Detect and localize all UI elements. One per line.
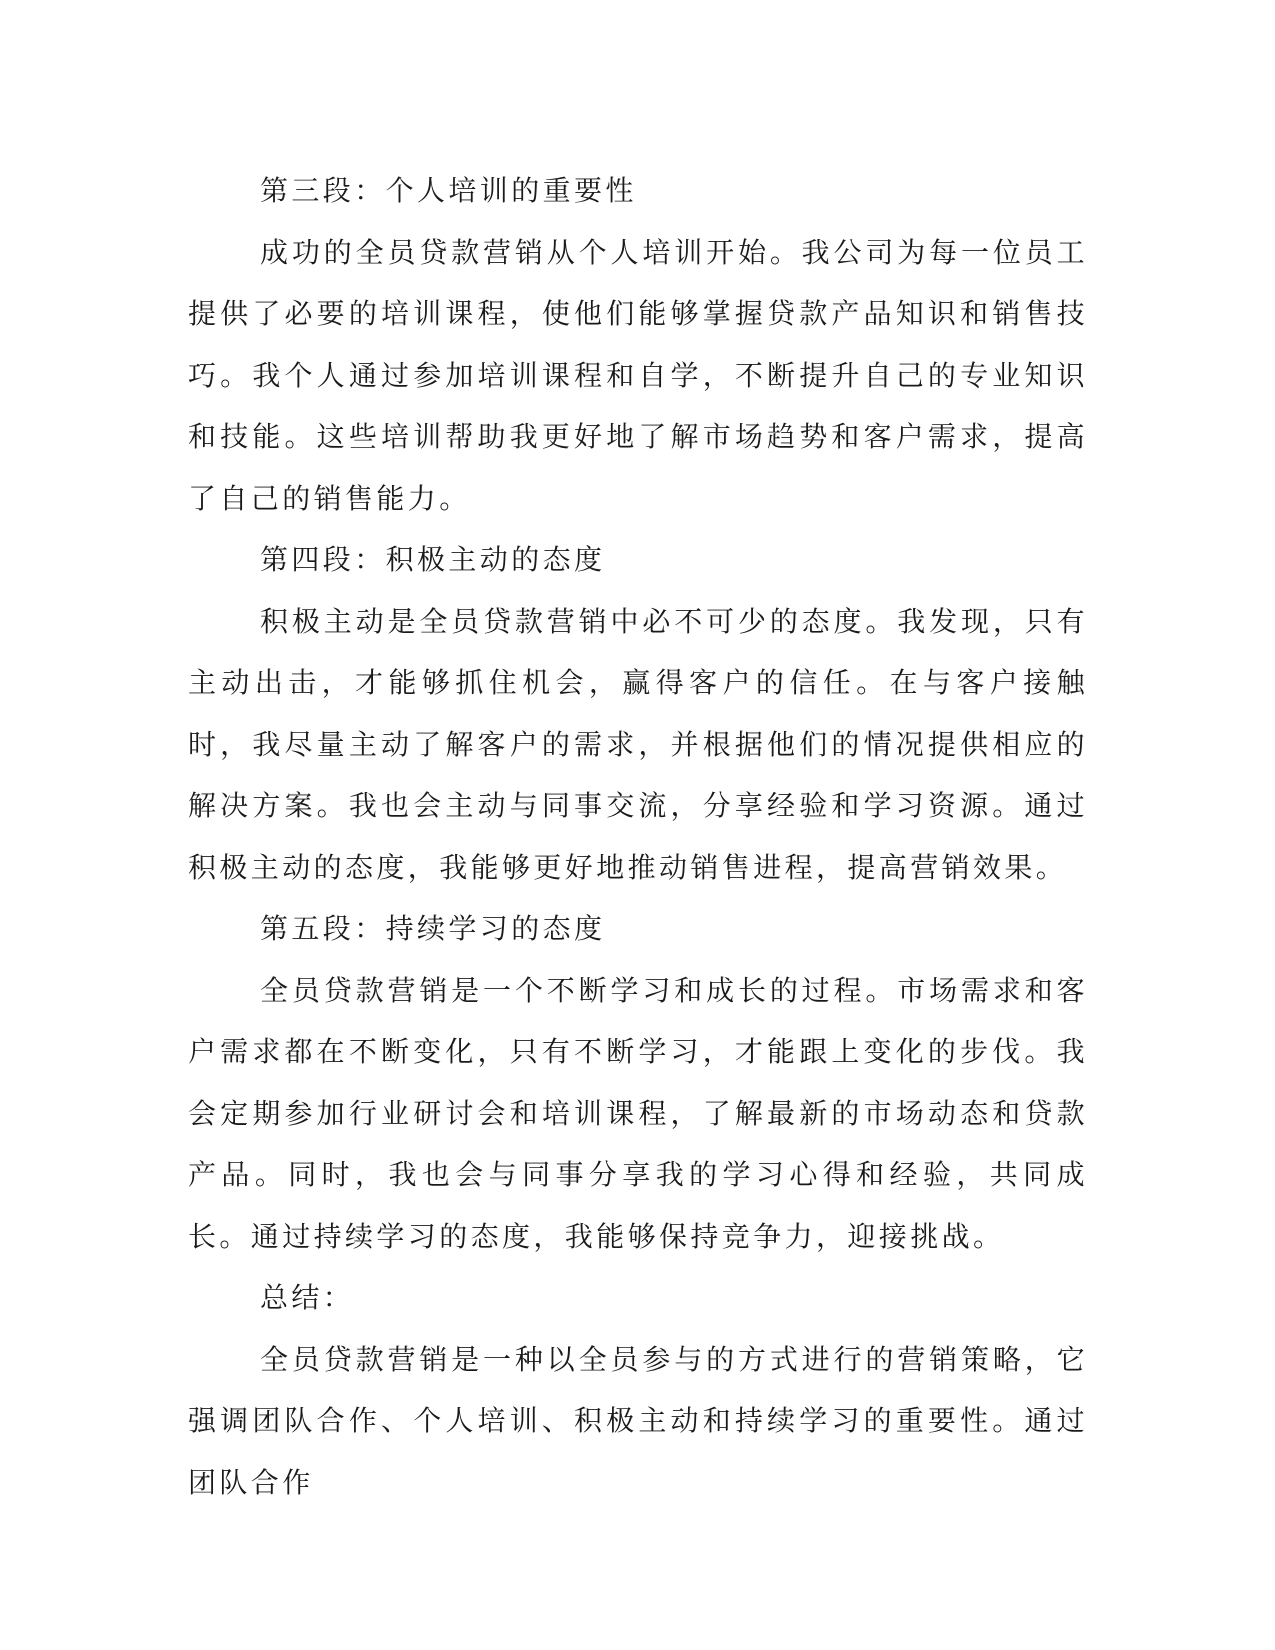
summary-heading: 总结： (260, 1281, 355, 1314)
section-4-heading: 第四段：积极主动的态度 (260, 543, 606, 576)
section-3-heading: 第三段：个人培训的重要性 (260, 174, 637, 207)
section-4-body: 积极主动是全员贷款营销中必不可少的态度。我发现，只有主动出击，才能够抓住机会，赢得客户的信任。在与客户接触时，我尽量主动了解客户的需求，并根据他们的情况提供相应的解决方案。我也会主动与同事交流，分享经验和学习资源。通过积极主动的态度，我能够更好地推动销售进程，提高营销效果。 (188, 604, 1088, 884)
section-5-body: 全员贷款营销是一个不断学习和成长的过程。市场需求和客户需求都在不断变化，只有不断学习，才能跟上变化的步伐。我会定期参加行业研讨会和培训课程，了解最新的市场动态和贷款产品。同时，我也会与同事分享我的学习心得和经验，共同成长。通过持续学习的态度，我能够保持竞争力，迎接挑战。 (188, 973, 1088, 1253)
section-3-body: 成功的全员贷款营销从个人培训开始。我公司为每一位员工提供了必要的培训课程，使他们能够掌握贷款产品知识和销售技巧。我个人通过参加培训课程和自学，不断提升自己的专业知识和技能。这些培训帮助我更好地了解市场趋势和客户需求，提高了自己的销售能力。 (188, 235, 1088, 515)
summary-body: 全员贷款营销是一种以全员参与的方式进行的营销策略，它强调团队合作、个人培训、积极主动和持续学习的重要性。通过团队合作 (188, 1342, 1088, 1499)
document-content (188, 160, 1088, 1513)
section-5-heading: 第五段：持续学习的态度 (260, 912, 606, 945)
